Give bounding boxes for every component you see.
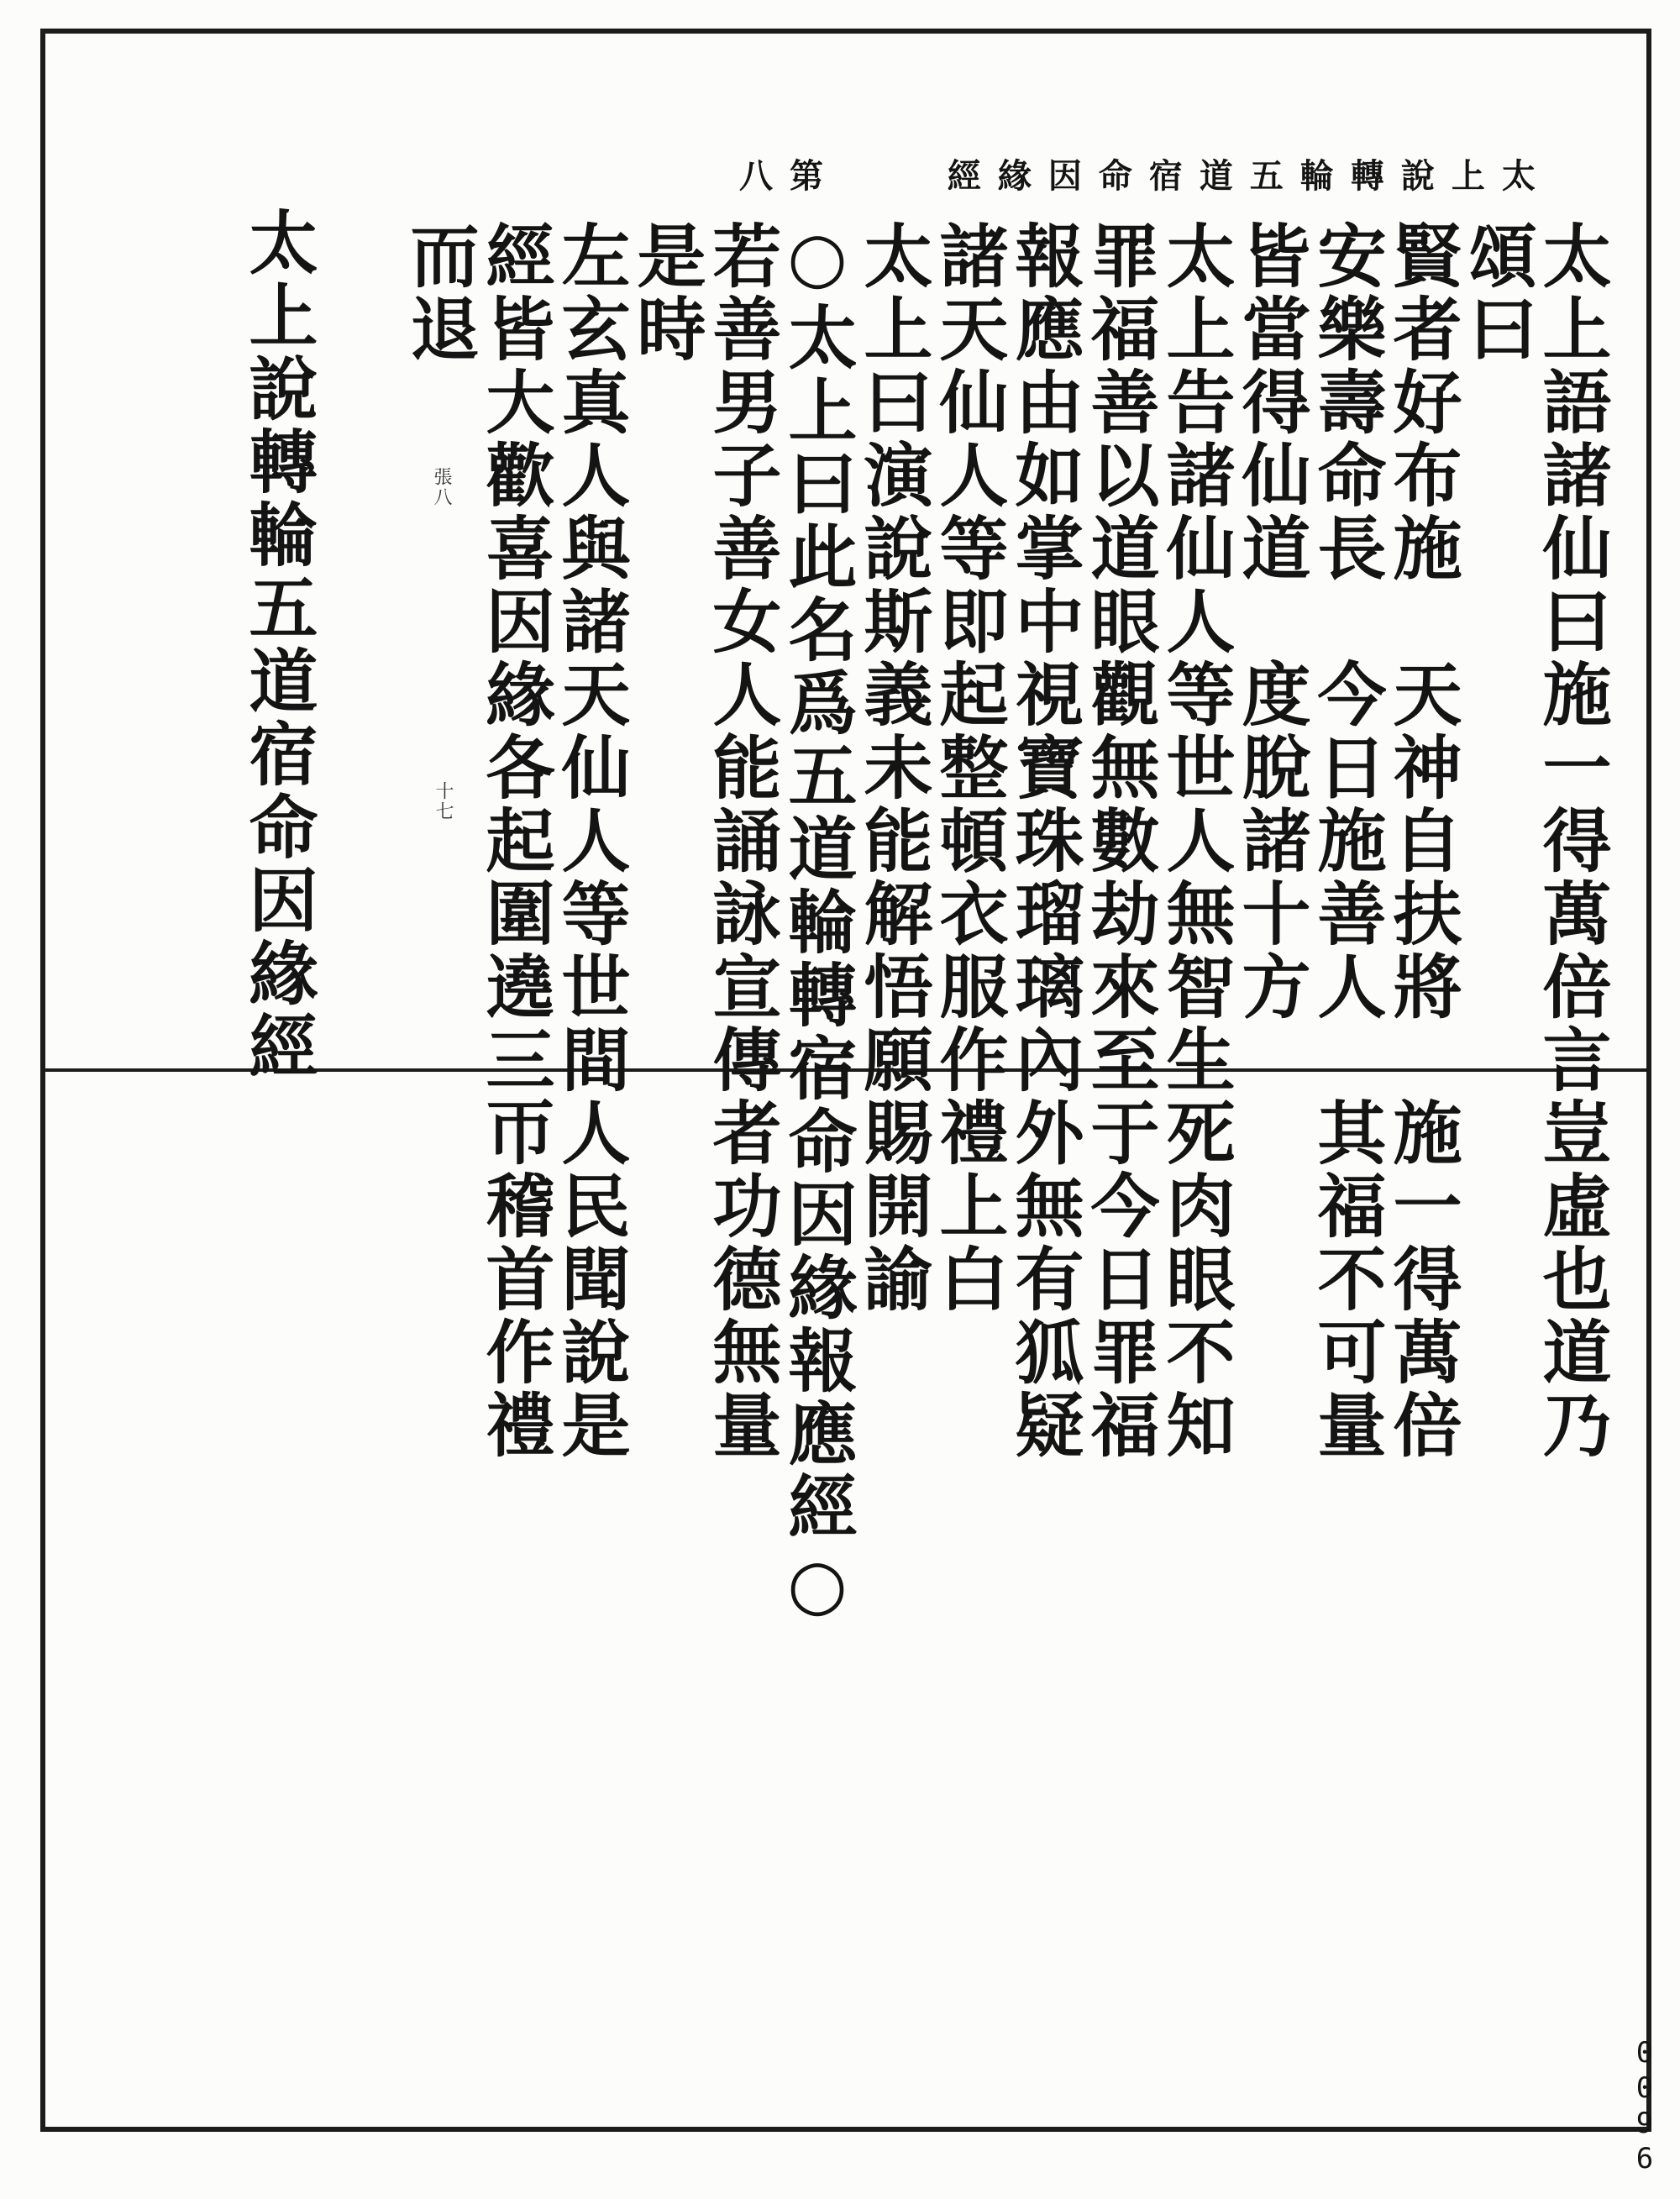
marginal-note: 張八 bbox=[431, 467, 452, 507]
text-column: 是時 bbox=[626, 220, 706, 366]
text-column: 太上告諸仙人等世人無智生死肉眼不知 bbox=[1155, 220, 1236, 1462]
text-column: 太上說轉輪五道宿命因緣經 bbox=[238, 207, 318, 1084]
header-section: 第八 bbox=[739, 156, 840, 196]
text-column: 報應由如掌中視寶珠瑠璃內外無有狐疑 bbox=[1004, 220, 1084, 1462]
text-column: 皆當得仙道 度脫諸十方 bbox=[1231, 220, 1311, 1024]
text-column: 安樂壽命長 今日施善人 其福不可量 bbox=[1306, 220, 1387, 1462]
text-column: 太上曰演說斯義未能解悟願賜開諭 bbox=[853, 220, 933, 1316]
text-column: 諸天仙人等即起整頓衣服作禮上白 bbox=[928, 220, 1009, 1316]
text-column: 而退 bbox=[399, 220, 480, 366]
text-column: 頌曰 bbox=[1457, 220, 1538, 366]
page-number: 0096 bbox=[1628, 2036, 1662, 2177]
text-column: 經皆大歡喜因緣各起圍遶三帀稽首作禮 bbox=[475, 220, 555, 1462]
header-title: 太上說轉輪五道宿命因緣經 bbox=[947, 156, 1552, 196]
text-column: 若善男子善女人能誦詠宣傳者功德無量 bbox=[701, 220, 782, 1462]
text-column: ○太上曰此名爲五道輪轉宿命因緣報應經○ bbox=[777, 217, 858, 1629]
text-column: 太上語諸仙曰施一得萬倍言豈虛也道乃 bbox=[1531, 220, 1612, 1462]
text-column: 罪福善以道眼觀無數劫來至于今日罪福 bbox=[1079, 220, 1160, 1462]
text-column: 左玄真人與諸天仙人等世間人民聞說是 bbox=[550, 220, 631, 1462]
text-column: 賢者好布施 天神自扶將 施一得萬倍 bbox=[1382, 220, 1462, 1462]
running-header bbox=[739, 150, 1552, 197]
marginal-note: 十七 bbox=[433, 781, 454, 821]
